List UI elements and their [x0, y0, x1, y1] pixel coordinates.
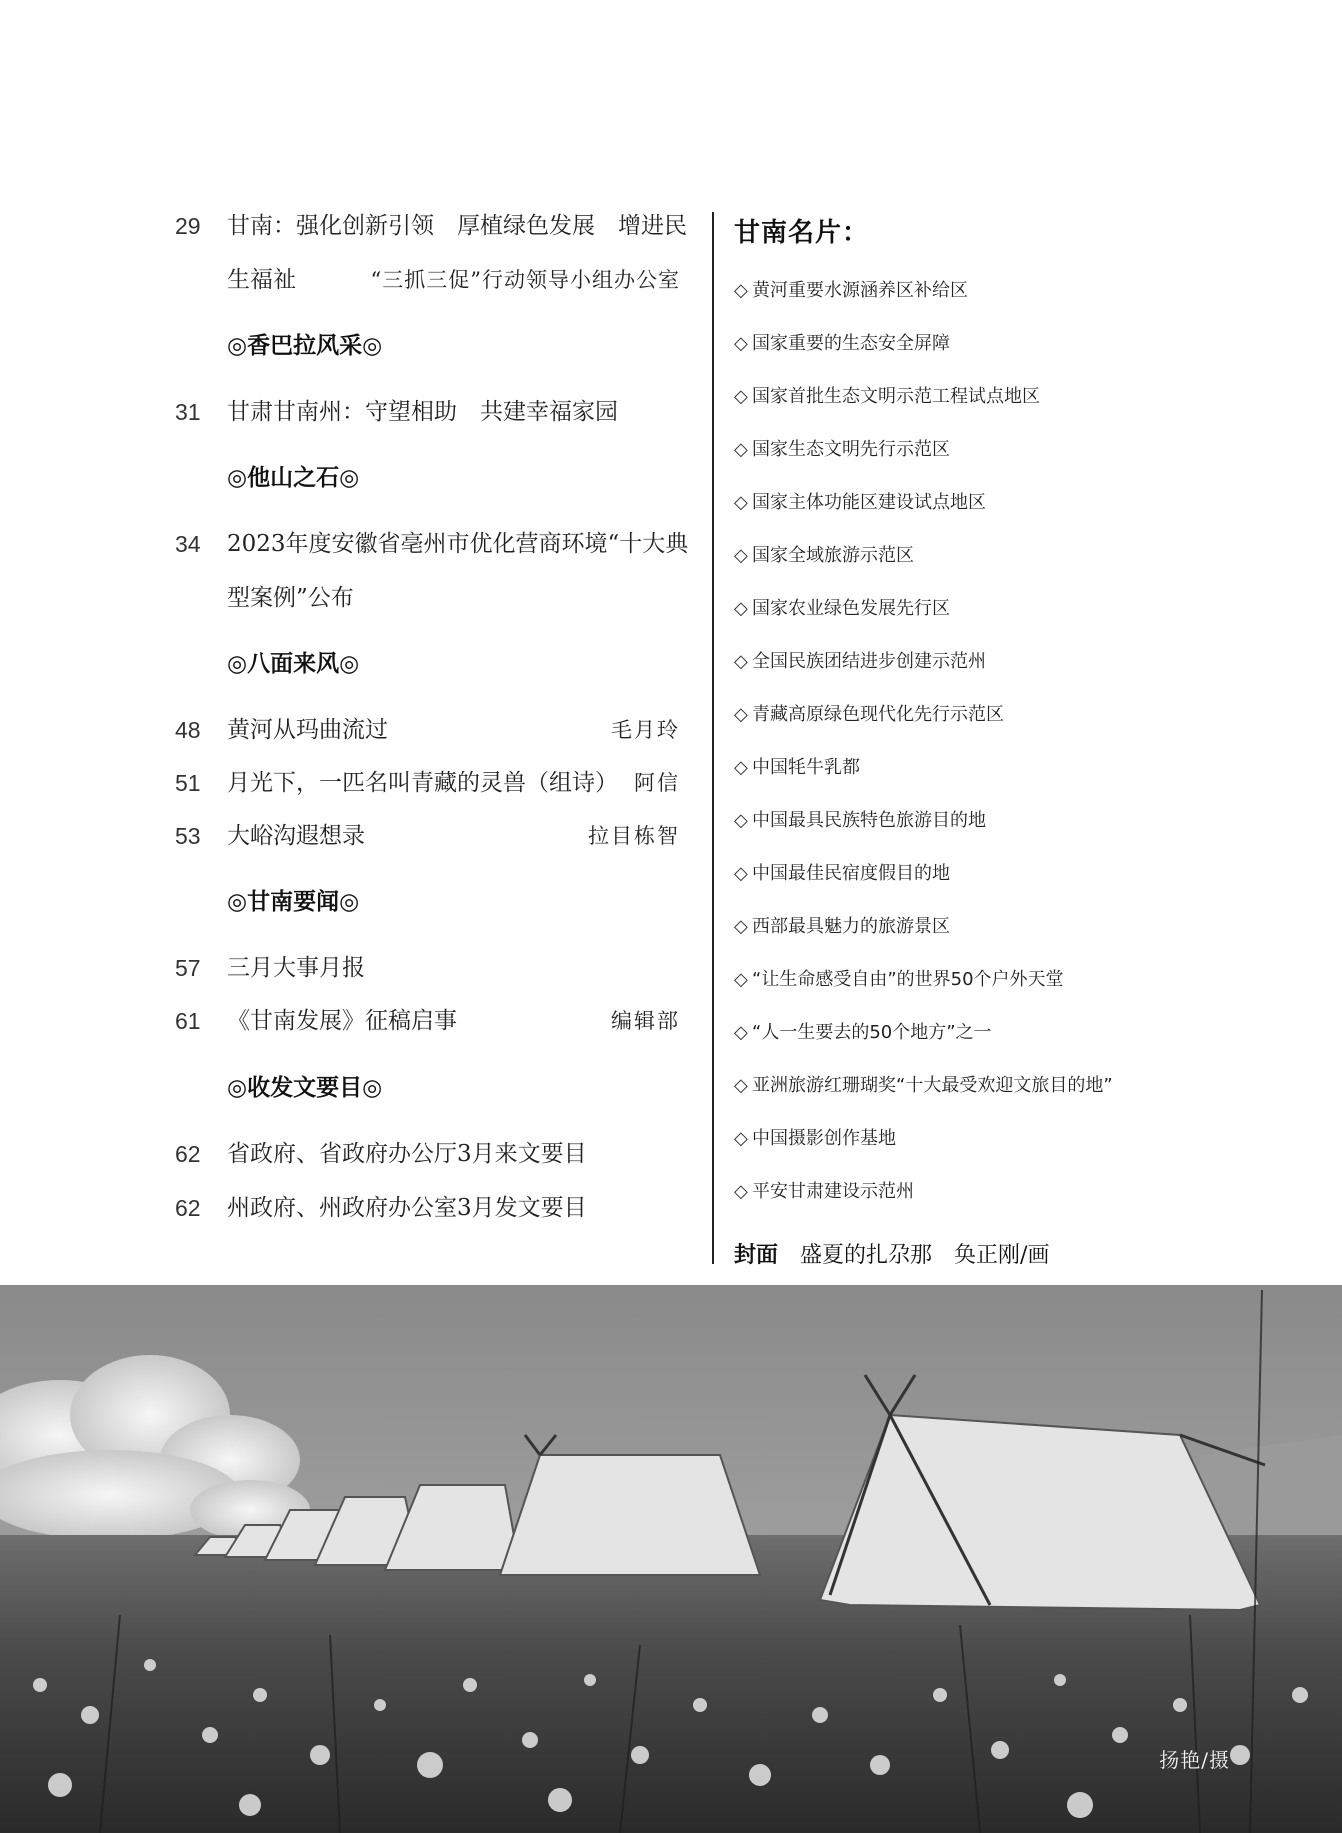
author: 毛月玲	[611, 718, 680, 742]
diamond-icon: ◇	[734, 969, 748, 990]
page-number: 48	[175, 717, 201, 743]
page-number: 53	[175, 823, 201, 849]
article-title	[227, 954, 680, 982]
title-line: 州政府、州政府办公室3月发文要目	[227, 1195, 587, 1221]
title-line: 《甘南发展》征稿启事	[227, 1008, 457, 1034]
toc-entry[interactable]	[175, 212, 687, 294]
card-item: ◇ 青藏高原绿色现代化先行示范区	[734, 704, 1004, 725]
diamond-icon: ◇	[734, 651, 748, 672]
author: “三抓三促”行动领导小组办公室	[370, 268, 680, 292]
toc-entry[interactable]	[175, 398, 680, 426]
diamond-icon: ◇	[734, 704, 748, 725]
diamond-icon: ◇	[734, 386, 748, 407]
title-line: 甘南：强化创新引领 厚植绿色发展 增进民	[227, 213, 687, 239]
toc-entry[interactable]	[175, 1007, 680, 1035]
section-heading: ◎香巴拉风采◎	[227, 332, 383, 359]
title-line: 甘肃甘南州：守望相助 共建幸福家园	[227, 399, 618, 425]
diamond-icon: ◇	[734, 333, 748, 354]
photo-credit: 扬艳/摄	[1159, 1748, 1230, 1772]
author: 编辑部	[611, 1009, 680, 1033]
article-title	[227, 398, 680, 426]
toc-entry[interactable]	[175, 822, 680, 850]
diamond-icon: ◇	[734, 280, 748, 301]
title-line: 黄河从玛曲流过	[227, 717, 388, 743]
column-divider	[712, 212, 714, 1264]
cover-label: 封面	[734, 1243, 779, 1268]
toc-entry[interactable]	[175, 716, 680, 744]
article-title	[227, 1140, 680, 1168]
card-item: ◇ 亚洲旅游红珊瑚奖“十大最受欢迎文旅目的地”	[734, 1075, 1113, 1096]
landscape-photo	[0, 1285, 1342, 1833]
diamond-icon: ◇	[734, 916, 748, 937]
card-item: ◇ 平安甘肃建设示范州	[734, 1181, 914, 1202]
page-number: 61	[175, 1008, 201, 1034]
card-item: ◇ 黄河重要水源涵养区补给区	[734, 280, 968, 301]
page-number: 51	[175, 770, 201, 796]
card-item: ◇ 中国牦牛乳都	[734, 757, 860, 778]
article-title	[227, 1194, 680, 1222]
card-item: ◇ 国家农业绿色发展先行区	[734, 598, 950, 619]
title-line: 型案例”公布	[227, 585, 354, 611]
toc-entry[interactable]	[175, 1194, 680, 1222]
diamond-icon: ◇	[734, 1022, 748, 1043]
diamond-icon: ◇	[734, 757, 748, 778]
card-item: ◇ 国家主体功能区建设试点地区	[734, 492, 986, 513]
card-item: ◇ 全国民族团结进步创建示范州	[734, 651, 986, 672]
title-line: 2023年度安徽省亳州市优化营商环境“十大典	[227, 531, 689, 557]
diamond-icon: ◇	[734, 1075, 748, 1096]
card-item: ◇ 中国最佳民宿度假目的地	[734, 863, 950, 884]
diamond-icon: ◇	[734, 1181, 748, 1202]
cover-description: 盛夏的扎尕那	[800, 1243, 933, 1268]
diamond-icon: ◇	[734, 1128, 748, 1149]
diamond-icon: ◇	[734, 492, 748, 513]
title-line: 大峪沟遐想录	[227, 823, 365, 849]
card-item: ◇ “人一生要去的50个地方”之一	[734, 1022, 992, 1043]
title-line: 三月大事月报	[227, 955, 365, 981]
diamond-icon: ◇	[734, 439, 748, 460]
card-item: ◇ “让生命感受自由”的世界50个户外天堂	[734, 969, 1064, 990]
section-heading: ◎他山之石◎	[227, 464, 360, 491]
section-heading: ◎甘南要闻◎	[227, 888, 360, 915]
card-item: ◇ 中国最具民族特色旅游目的地	[734, 810, 986, 831]
section-heading: ◎八面来风◎	[227, 650, 360, 677]
toc-entry[interactable]	[175, 954, 680, 982]
toc-entry[interactable]	[175, 769, 680, 797]
card-item: ◇ 西部最具魅力的旅游景区	[734, 916, 950, 937]
cover-caption	[734, 1238, 1049, 1269]
page-number: 57	[175, 955, 201, 981]
cover-artist: 奂正刚/画	[954, 1243, 1050, 1268]
toc-entry[interactable]	[175, 530, 689, 612]
page-number: 62	[175, 1141, 201, 1167]
author: 拉目栋智	[588, 824, 680, 848]
section-heading: ◎收发文要目◎	[227, 1074, 383, 1101]
card-item: ◇ 国家首批生态文明示范工程试点地区	[734, 386, 1040, 407]
card-item: ◇ 国家全域旅游示范区	[734, 545, 914, 566]
page-number: 62	[175, 1195, 201, 1221]
title-line: 生福祉	[227, 267, 296, 293]
gannan-card-title: 甘南名片：	[734, 218, 870, 248]
card-item: ◇ 国家重要的生态安全屏障	[734, 333, 950, 354]
diamond-icon: ◇	[734, 598, 748, 619]
diamond-icon: ◇	[734, 810, 748, 831]
author: 阿信	[634, 771, 680, 795]
card-item: ◇ 中国摄影创作基地	[734, 1128, 896, 1149]
page-number: 34	[175, 531, 201, 557]
card-item: ◇ 国家生态文明先行示范区	[734, 439, 950, 460]
page-number: 29	[175, 213, 201, 239]
toc-entry[interactable]	[175, 1140, 680, 1168]
title-line: 省政府、省政府办公厅3月来文要目	[227, 1141, 587, 1167]
diamond-icon: ◇	[734, 545, 748, 566]
title-line: 月光下，一匹名叫青藏的灵兽（组诗）	[227, 770, 618, 796]
article-title	[227, 769, 680, 797]
page-number: 31	[175, 399, 201, 425]
article-title	[227, 530, 689, 612]
diamond-icon: ◇	[734, 863, 748, 884]
